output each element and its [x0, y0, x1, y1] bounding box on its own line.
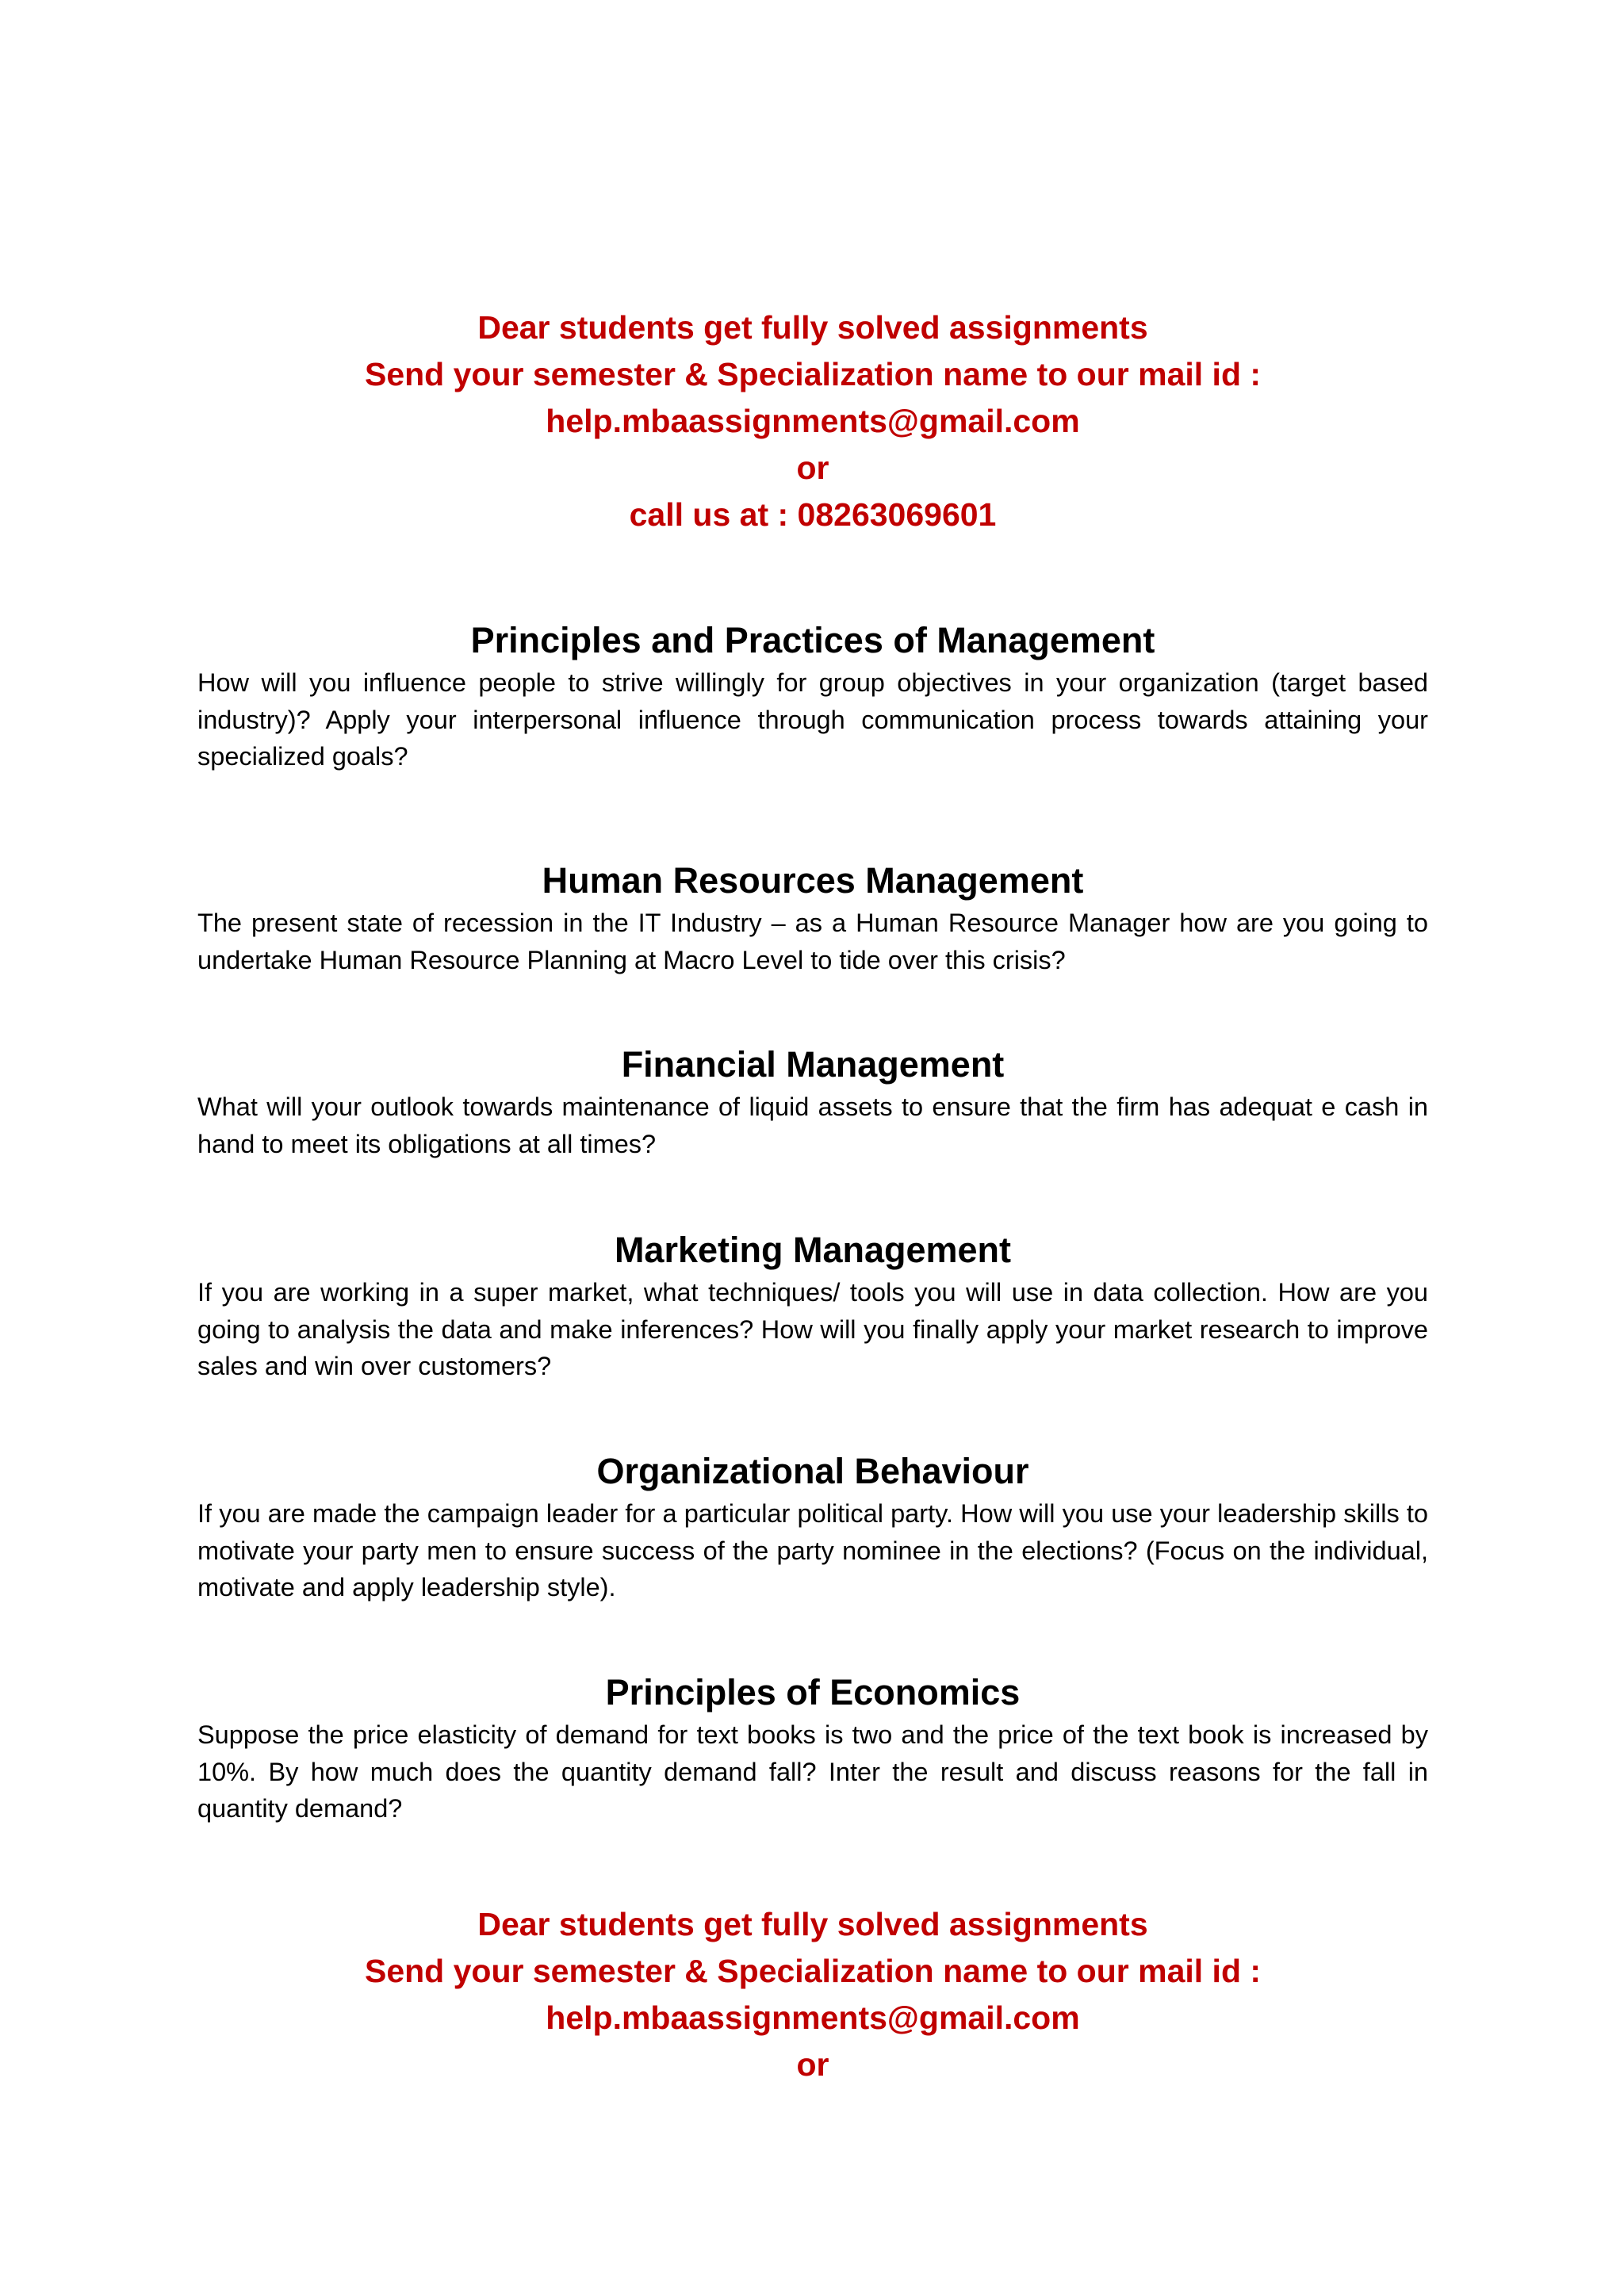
section-organizational-behaviour: [197, 1448, 1428, 1606]
section-question: The present state of recession in the IT Industry – as a Human Resource Manager how are you going to undertake Human Resource Planning at Macro Level to tide over this crisis?: [197, 909, 1428, 974]
section-title: Principles of Economics: [605, 1672, 1021, 1712]
section-title: Principles and Practices of Management: [470, 620, 1155, 660]
section-financial-management: [197, 1041, 1428, 1162]
section-question: If you are made the campaign leader for a particular political party. How will you use your leadership skills to motivate your party men to ensure success of the party nominee in the elections? (Focus on the individual, motivate and apply leadership style).: [197, 1499, 1428, 1601]
section-marketing-management: [197, 1226, 1428, 1385]
section-human-resources-management: [197, 857, 1428, 978]
section-title: Financial Management: [621, 1044, 1005, 1085]
section-question: How will you influence people to strive willingly for group objectives in your organization (target based industry)? Apply your interpersonal influence through communication process towards attaining your specialized goals?: [197, 668, 1428, 771]
section-principles-of-economics: [197, 1669, 1428, 1827]
promo-block-top: [198, 304, 1427, 538]
section-title: Human Resources Management: [542, 860, 1084, 901]
section-question: What will your outlook towards maintenance of liquid assets to ensure that the firm has adequat e cash in hand to meet its obligations at all times?: [197, 1093, 1428, 1158]
promo-or: or: [796, 2046, 829, 2083]
section-title: Organizational Behaviour: [596, 1451, 1029, 1491]
promo-phone: call us at : 08263069601: [629, 496, 997, 533]
promo-or: or: [796, 450, 829, 486]
promo-instruction: Send your semester & Specialization name to our mail id :: [364, 356, 1262, 392]
section-question: Suppose the price elasticity of demand for text books is two and the price of the text book is increased by 10%. By how much does the quantity demand fall? Inter the result and discuss reasons for the fall in quantity demand?: [197, 1720, 1428, 1823]
promo-instruction: Send your semester & Specialization name to our mail id :: [364, 1953, 1262, 1989]
section-question: If you are working in a super market, what techniques/ tools you will use in data collection. How are you going to analysis the data and make inferences? How will you finally apply your market research to improve sales and win over customers?: [197, 1278, 1428, 1380]
section-principles-practices-management: [197, 617, 1428, 775]
promo-email: help.mbaassignments@gmail.com: [546, 403, 1080, 439]
promo-block-bottom: [198, 1901, 1427, 2088]
promo-email: help.mbaassignments@gmail.com: [546, 1999, 1080, 2036]
promo-headline: Dear students get fully solved assignments: [477, 1906, 1148, 1942]
section-title: Marketing Management: [614, 1230, 1012, 1270]
promo-headline: Dear students get fully solved assignments: [477, 309, 1148, 346]
